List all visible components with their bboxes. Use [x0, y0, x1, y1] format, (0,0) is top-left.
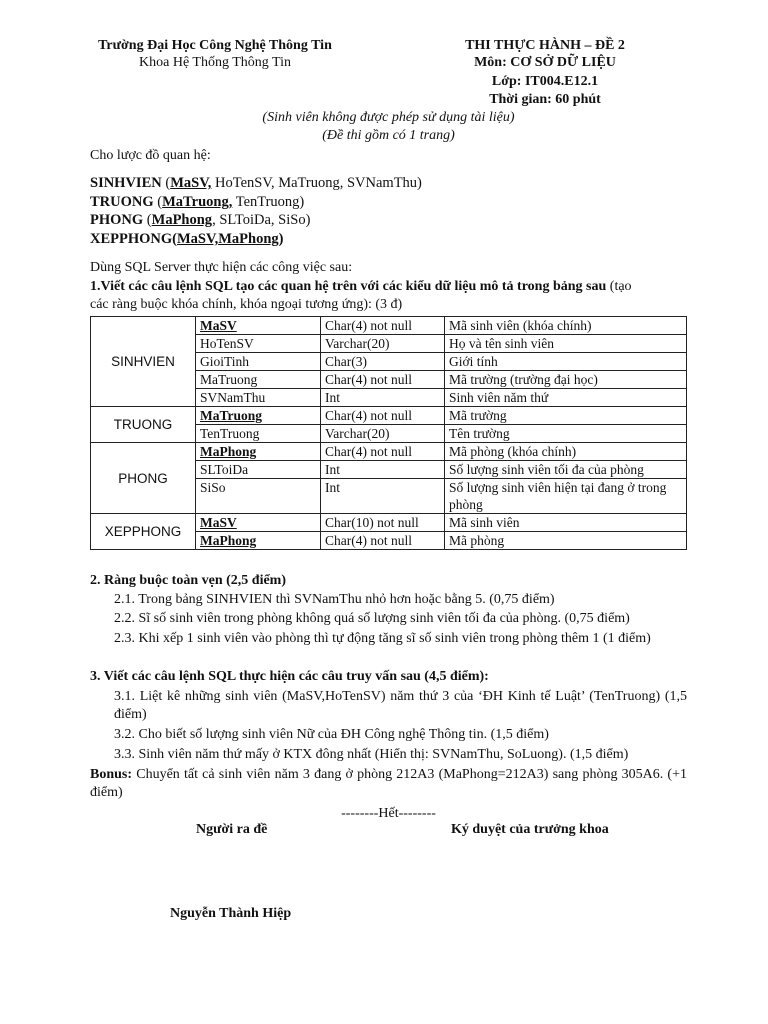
class-code: Lớp: IT004.E12.1 — [491, 74, 599, 89]
q3-item-1: 3.1. Liệt kê những sinh viên (MaSV,HoTenSV) năm thứ 3 của ‘ĐH Kinh tế Luật’ (TenTruong) (1,5 điểm) — [114, 689, 687, 722]
column-desc: Mã sinh viên (khóa chính) — [445, 317, 687, 335]
subject: Môn: CƠ SỞ DỮ LIỆU — [474, 55, 616, 70]
relation-key: MaPhong — [151, 212, 213, 228]
column-name: MaTruong — [196, 407, 321, 425]
relation-attrs: TenTruong) — [232, 194, 305, 210]
q3-item-2: 3.2. Cho biết số lượng sinh viên Nữ của ĐH Công nghệ Thông tin. (1,5 điểm) — [114, 727, 549, 742]
column-type: Char(4) not null — [321, 317, 445, 335]
note-page-count: (Đề thi gồm có 1 trang) — [322, 128, 455, 143]
column-name: MaPhong — [196, 443, 321, 461]
column-type: Int — [321, 479, 445, 514]
column-name: MaPhong — [196, 532, 321, 550]
relation-name: PHONG — [90, 212, 144, 228]
column-type: Char(4) not null — [321, 443, 445, 461]
table-name-xepphong: XEPPHONG — [91, 514, 196, 550]
column-desc: Mã sinh viên — [445, 514, 687, 532]
column-desc: Số lượng sinh viên tối đa của phòng — [445, 461, 687, 479]
exam-title: THI THỰC HÀNH – ĐỀ 2 — [465, 38, 625, 53]
q1-line2: các ràng buộc khóa chính, khóa ngoại tương ứng): (3 đ) — [90, 297, 403, 312]
column-desc: Tên trường — [445, 425, 687, 443]
relation-xepphong — [90, 231, 284, 248]
table-name-sinhvien: SINHVIEN — [91, 317, 196, 407]
bonus-text: Chuyển tất cả sinh viên năm 3 đang ở phòng 212A3 (MaPhong=212A3) sang phòng 305A6. (+1 điểm) — [90, 767, 687, 800]
relation-truong: TRUONG (MaTruong, TenTruong) — [90, 194, 305, 210]
column-type: Char(4) not null — [321, 371, 445, 389]
q3-item-3: 3.3. Sinh viên năm thứ mấy ở KTX đông nhất (Hiển thị: SVNamThu, SoLuong). (1,5 điểm) — [114, 747, 629, 762]
column-name: MaSV — [196, 514, 321, 532]
task-intro: Dùng SQL Server thực hiện các công việc sau: — [90, 260, 353, 275]
column-desc: Mã phòng (khóa chính) — [445, 443, 687, 461]
column-type: Char(4) not null — [321, 532, 445, 550]
duration: Thời gian: 60 phút — [489, 92, 601, 107]
table-name-truong: TRUONG — [91, 407, 196, 443]
column-type: Char(3) — [321, 353, 445, 371]
relation-attrs: ) — [278, 231, 284, 247]
column-name: MaTruong — [196, 371, 321, 389]
column-desc: Giới tính — [445, 353, 687, 371]
column-desc: Mã trường — [445, 407, 687, 425]
school-name: Trường Đại Học Công Nghệ Thông Tin — [98, 38, 332, 53]
q1-title: 1.Viết các câu lệnh SQL tạo các quan hệ trên với các kiểu dữ liệu mô tả trong bảng sau — [90, 279, 607, 294]
q2-item-1: 2.1. Trong bảng SINHVIEN thì SVNamThu nhỏ hơn hoặc bằng 5. (0,75 điểm) — [114, 592, 555, 607]
end-mark: --------Hết-------- — [341, 806, 436, 821]
column-desc: Số lượng sinh viên hiện tại đang ở trong phòng — [445, 479, 687, 514]
column-desc: Sinh viên năm thứ — [445, 389, 687, 407]
intro-text: Cho lược đồ quan hệ: — [90, 148, 211, 163]
bonus-label: Bonus: — [90, 767, 133, 782]
relation-name: TRUONG — [90, 194, 154, 210]
table-row — [91, 514, 687, 532]
relation-attrs: , SLToiDa, SiSo) — [212, 212, 311, 228]
bonus-task — [90, 766, 687, 802]
author-label: Người ra đề — [196, 822, 268, 837]
relation-key: MaSV, — [170, 175, 212, 191]
author-name: Nguyễn Thành Hiệp — [170, 906, 292, 921]
relation-sinhvien: SINHVIEN (MaSV, HoTenSV, MaTruong, SVNamThu) — [90, 175, 422, 191]
column-name: GioiTinh — [196, 353, 321, 371]
column-name: SVNamThu — [196, 389, 321, 407]
table-row — [91, 407, 687, 425]
q2-title: 2. Ràng buộc toàn vẹn (2,5 điểm) — [90, 573, 287, 588]
q3-title: 3. Viết các câu lệnh SQL thực hiện các câu truy vấn sau (4,5 điểm): — [90, 669, 489, 684]
relation-key: MaSV,MaPhong — [177, 231, 279, 247]
approver-label: Ký duyệt của trưởng khoa — [451, 822, 609, 837]
column-name: TenTruong — [196, 425, 321, 443]
column-name: HoTenSV — [196, 335, 321, 353]
relation-phong: PHONG (MaPhong, SLToiDa, SiSo) — [90, 212, 311, 228]
table-row — [91, 317, 687, 335]
faculty-name: Khoa Hệ Thống Thông Tin — [139, 55, 291, 70]
q1-line1 — [90, 279, 632, 295]
relation-key: MaTruong, — [162, 194, 233, 210]
schema-table — [90, 316, 687, 550]
table-name-phong: PHONG — [91, 443, 196, 514]
column-type: Char(4) not null — [321, 407, 445, 425]
q2-item-2: 2.2. Sĩ số sinh viên trong phòng không quá số lượng sinh viên tối đa của phòng. (0,75 điểm) — [114, 611, 630, 626]
column-desc: Mã trường (trường đại học) — [445, 371, 687, 389]
table-row — [91, 443, 687, 461]
column-type: Char(10) not null — [321, 514, 445, 532]
column-type: Int — [321, 461, 445, 479]
column-desc: Họ và tên sinh viên — [445, 335, 687, 353]
column-name: MaSV — [196, 317, 321, 335]
q2-item-3: 2.3. Khi xếp 1 sinh viên vào phòng thì tự động tăng sĩ số sinh viên trong phòng thêm 1 (1 điểm) — [114, 631, 651, 646]
q1-title-rest: (tạo — [606, 279, 632, 294]
column-type: Int — [321, 389, 445, 407]
column-type: Varchar(20) — [321, 335, 445, 353]
column-name: SLToiDa — [196, 461, 321, 479]
column-name: SiSo — [196, 479, 321, 514]
relation-name: XEPPHONG( — [90, 231, 177, 247]
relation-name: SINHVIEN — [90, 175, 162, 191]
note-no-documents: (Sinh viên không được phép sử dụng tài liệu) — [262, 110, 515, 125]
column-type: Varchar(20) — [321, 425, 445, 443]
column-desc: Mã phòng — [445, 532, 687, 550]
relation-attrs: HoTenSV, MaTruong, SVNamThu) — [211, 175, 422, 191]
